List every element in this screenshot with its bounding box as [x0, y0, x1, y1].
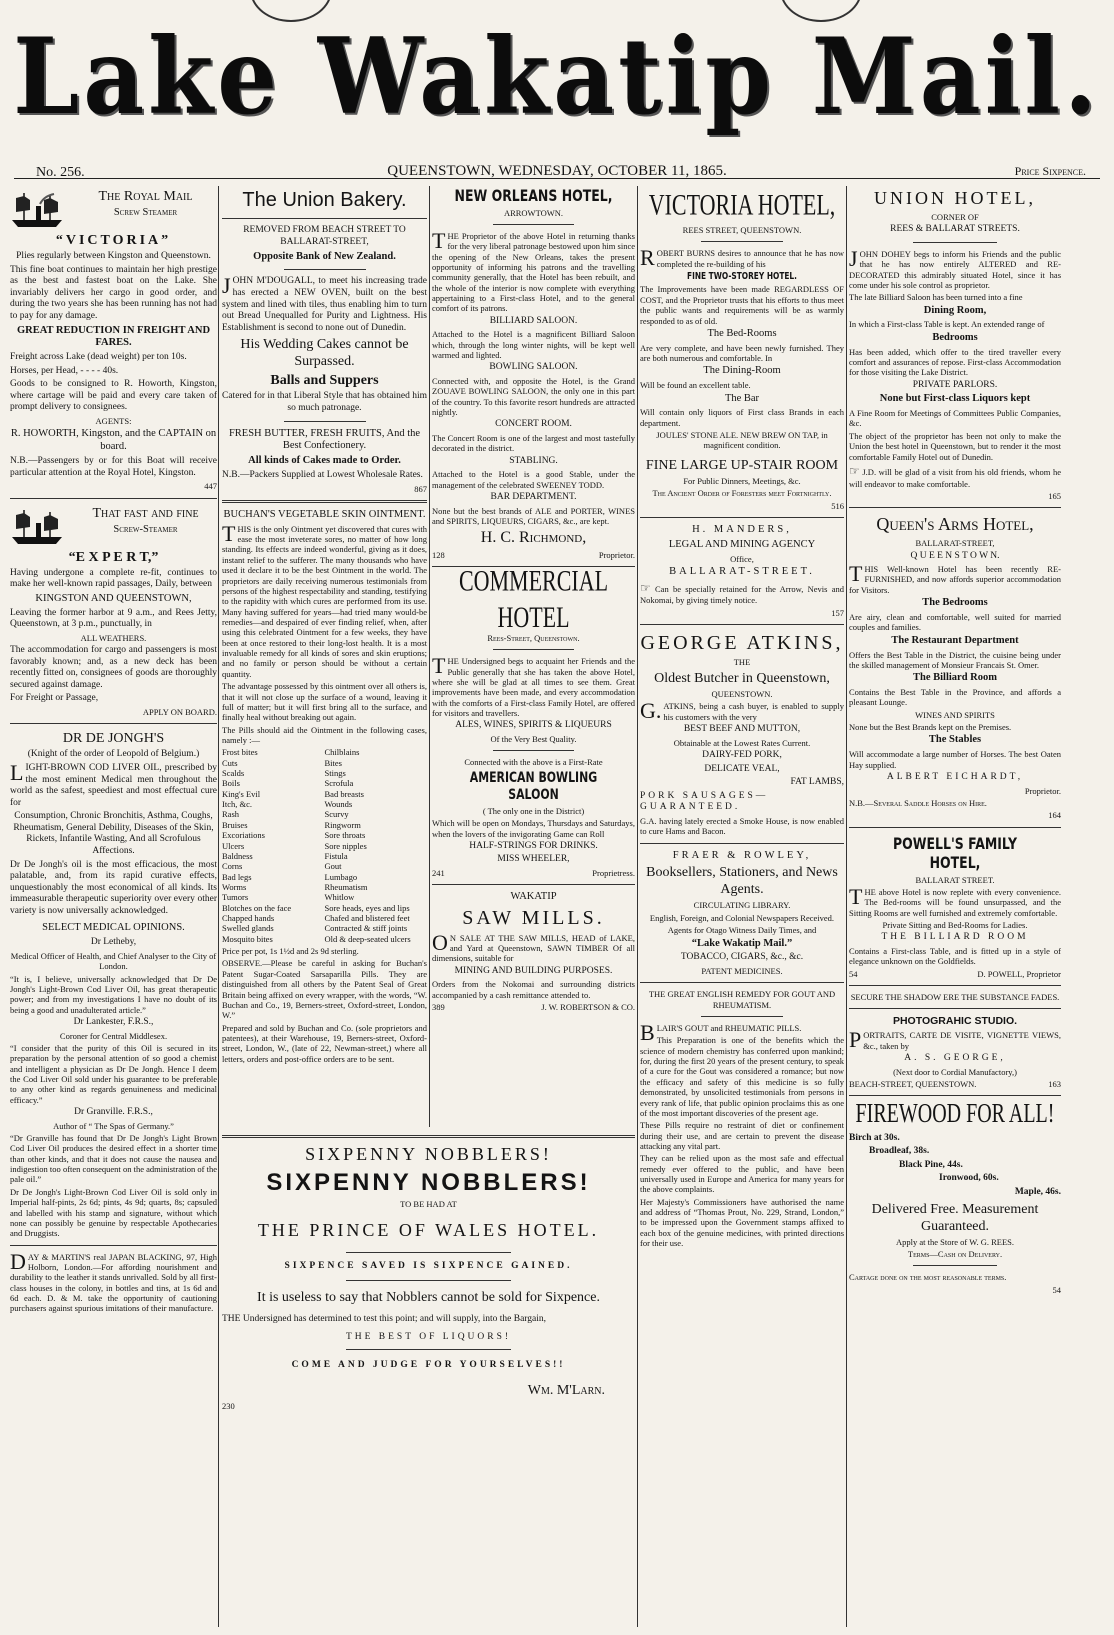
- ailment-item: Rash: [222, 809, 239, 820]
- expert-refit: Having undergone a complete re-fit, continues to make her well-known rapid passages, Daily, between: [10, 567, 217, 590]
- queens-stables-body: Will accommodate a large number of Horses. The best Oaten Hay supplied.: [849, 749, 1061, 770]
- column-3: [432, 186, 635, 1127]
- queens-bedrooms-body: Are airy, clean and comfortable, well suited for married couples and families.: [849, 612, 1061, 633]
- ad-number: 157: [831, 607, 844, 618]
- ad-blairs-pills: [640, 989, 844, 1248]
- ailment-item: Scurvy: [324, 809, 349, 820]
- victoria-hotel-title: VICTORIA HOTEL,: [648, 187, 836, 222]
- ad-number: 163: [1048, 1078, 1061, 1089]
- ad-number: 54: [1052, 1284, 1061, 1295]
- neworleans-stabling: STABLING.: [509, 455, 558, 466]
- column-rule: [846, 186, 847, 1627]
- victoria-hotel-upstair: FINE LARGE UP-STAIR ROOM: [645, 457, 839, 473]
- victoria-hotel-bar: The Bar: [724, 392, 760, 404]
- ailment-item: Bruises: [222, 819, 248, 830]
- commercial-title: COMMERCIAL HOTEL: [458, 563, 609, 634]
- ailment-item: Worms: [222, 881, 247, 892]
- firewood-maple: Maple, 46s.: [1014, 1187, 1061, 1197]
- neworleans-billiard-body: Attached to the Hotel is a magnificent Billiard Saloon which, through the long winter nights, will be kept well warmed and lighted.: [432, 329, 635, 361]
- ailment-item: Whitlow: [324, 892, 355, 903]
- commercial-place: Rees-Street, Queenstown.: [487, 632, 580, 643]
- column-rule: [637, 186, 638, 1627]
- neworleans-place: ARROWTOWN.: [503, 207, 564, 218]
- ad-victoria-hotel: [640, 187, 844, 511]
- bakery-catered: Catered for in that Liberal Style that has obtained him so much patronage.: [222, 391, 427, 414]
- atkins-body: G.ATKINS, being a cash buyer, is enabled to supply his customers with the very: [640, 698, 844, 724]
- queens-sign: ALBERT EICHARDT,: [886, 771, 1024, 782]
- nobblers-best: THE BEST OF LIQUORS!: [345, 1331, 512, 1342]
- buchan-observe: OBSERVE.—Please be careful in asking for Buchan's Patent Sugar-Coated Sarsaparilla Pills. They are distinguished from all others by the Patent Seal of Great Britain being affixed on every wrapper, with the words, “W. Buchan and Co., 19, Berners-street, Oxford-street, London, W.”: [222, 958, 427, 1021]
- queens-restaurant: The Restaurant Department: [891, 634, 1019, 646]
- bakery-cakes: All kinds of Cakes made to Order.: [248, 455, 401, 467]
- pointing-hand-icon: ☞: [640, 580, 651, 595]
- expert-weathers: ALL WEATHERS.: [80, 632, 147, 643]
- dejongh-sold: Dr De Jongh's Light-Brown Cod Liver Oil is sold only in Imperial half-pints, 2s 6d; pints, 4s 9d; quarts, 8s; capsuled and labelled with his stamp and signature, without which none can possibly be genuine by respectable Apothecaries and Druggists.: [10, 1186, 217, 1239]
- ailment-item: Scalds: [222, 768, 245, 779]
- atkins-the: THE: [733, 657, 751, 668]
- ailment-item: Bites: [324, 757, 342, 768]
- ailment-item: Baldness: [222, 850, 253, 861]
- queens-nb: N.B.—Several Saddle Horses on Hire.: [849, 797, 987, 808]
- blair-body: This Preparation is one of the benefits which the science of modern chemistry has conferred upon mankind; for, during the first 20 years of the present century, to speak of a cure for the Gout was considered a romance; but now the efficacy and safety of this medicine is so fully demonstrated, by unsolicited testimonials from persons in every rank of life, that public opinion proclaims this as one of the most important discoveries of the present age.: [640, 1035, 844, 1118]
- ad-fraer-rowley: [640, 850, 844, 977]
- dateline: [14, 158, 1100, 179]
- expert-subheading: Screw-Steamer: [113, 523, 178, 535]
- victoria-nb: N.B.—Passengers by or for this Boat will receive particular attention at the Royal Hotel, Kingston.: [10, 455, 217, 478]
- victoria-hotel-foresters: The Ancient Order of Foresters meet Fortnightly.: [652, 488, 832, 499]
- buchan-ailments-list: [222, 747, 427, 944]
- victoria-route: Plies regularly between Kingston and Queenstown.: [16, 251, 211, 262]
- expert-freight: For Freight or Passage,: [10, 693, 99, 704]
- ailment-item: Blotches on the face: [222, 902, 292, 913]
- atkins-smoke: G.A. having lately erected a Smoke House, is now enabled to cure Hams and Bacon.: [640, 815, 844, 837]
- fraer-library: CIRCULATING LIBRARY.: [693, 900, 791, 911]
- fraer-tobacco: TOBACCO, CIGARS, &c., &c.: [680, 952, 804, 963]
- commercial-only: ( The only one in the District): [482, 805, 585, 816]
- union-hotel-corner: CORNER OF: [931, 211, 979, 222]
- buchan-price: Price per pot, 1s 1½d and 2s 9d sterling.: [222, 946, 359, 957]
- bakery-body: JOHN M'DOUGALL, to meet his increasing trade has erected a NEW OVEN, built on the best system and lined with tiles, thus enabling him to turn out Bread Unequalled for Purity and Lightness. His Establishment is second to none out of Dunedin.: [222, 273, 427, 333]
- neworleans-sign: H. C. Richmond,: [480, 529, 587, 547]
- fraer-patent: PATENT MEDICINES.: [701, 965, 783, 976]
- ailment-item: Frost bites: [222, 747, 258, 758]
- manders-agency: LEGAL AND MINING AGENCY: [668, 538, 816, 550]
- queens-billiard: The Billiard Room: [912, 672, 997, 684]
- ailment-item: Lumbago: [324, 871, 358, 882]
- ad-number: 128: [432, 549, 445, 560]
- buchan-title: BUCHAN'S VEGETABLE SKIN OINTMENT.: [223, 508, 426, 520]
- commercial-american: AMERICAN BOWLING SALOON: [469, 769, 598, 803]
- nobblers-undersigned: THE Undersigned has determined to test this point; and will supply, into the Bargain,: [222, 1314, 547, 1325]
- buchan-pills: The Pills should aid the Ointment in the following cases, namely :—: [222, 724, 427, 745]
- dejongh-letheby-quote: “It is, I believe, universally acknowledged that Dr De Jongh's Light-Brown Cod Liver Oil, has great therapeutic power; and from my investigations I have no doubt of its being a good and unadulterated article.”: [10, 973, 217, 1015]
- victoria-hotel-bedrooms-body: Are very complete, and have been newly furnished. They are both numerous and comfortable. In: [640, 342, 844, 364]
- ailment-item: Sore heads, eyes and lips: [324, 902, 410, 913]
- ad-photographic-studio: [849, 992, 1061, 1089]
- atkins-pork: DAIRY-FED PORK,: [702, 749, 782, 760]
- ad-number: 389: [432, 1001, 445, 1012]
- issue-number: No. 256.: [36, 165, 85, 180]
- dejongh-lead: LIGHT-BROWN COD LIVER OIL, prescribed by the most eminent Medical men throughout the world as the safest, speediest and most effectual cure for: [10, 759, 217, 808]
- union-hotel-bedrooms: Bedrooms: [932, 331, 978, 343]
- queens-wines: WINES AND SPIRITS: [915, 709, 995, 720]
- photo-title: PHOTOGRAHIC STUDIO.: [892, 1015, 1018, 1028]
- place-and-date: QUEENSTOWN, WEDNESDAY, OCTOBER 11, 1865.: [387, 163, 727, 179]
- firewood-delivered: Delivered Free. Measurement Guaranteed.: [871, 1201, 1039, 1234]
- ailment-item: Sore nipples: [324, 840, 367, 851]
- victoria-heading: The Royal Mail: [98, 189, 193, 204]
- victoria-hotel-bedrooms: The Bed-Rooms: [707, 327, 777, 339]
- dejongh-lankester-quote: “I consider that the purity of this Oil is secured in its preparation by the personal attention of so good a chemist and intelligent a physician as Dr De Jongh. Hence I deem the Cod Liver Oil sold under his guarantee to be preferable to any other kind as regards genuineness and medicinal efficacy.”: [10, 1042, 217, 1105]
- victoria-agents: R. HOWORTH, Kingston, and the CAPTAIN on board.: [10, 428, 217, 453]
- price: Price Sixpence.: [1014, 164, 1086, 178]
- powell-body: THE above Hotel is now replete with every convenience. The Bed-rooms will be found unsurpassed, and the Sitting Rooms are well furnished and extremely comfortable.: [849, 884, 1061, 918]
- commercial-role: Proprietress.: [592, 868, 635, 879]
- ailment-item: Gout: [324, 861, 342, 872]
- ailment-item: Chafed and blistered feet: [324, 913, 410, 924]
- commercial-open: Which will be open on Mondays, Thursdays and Saturdays, when the lovers of the invigorating Game can Roll: [432, 818, 635, 839]
- victoria-name: “VICTORIA”: [55, 233, 172, 248]
- ailment-item: Rheumatism: [324, 881, 368, 892]
- neworleans-bar-body: None but the best brands of ALE and PORTER, WINES and SPIRITS, LIQUEURS, CIGARS, &c., are kept.: [432, 505, 635, 526]
- sawmills-body: ON SALE AT THE SAW MILLS, HEAD of LAKE, and Yard at Queenstown, SAWN TIMBER Of all dimensions, suitable for: [432, 929, 635, 964]
- neworleans-title: NEW ORLEANS HOTEL,: [454, 186, 613, 205]
- powell-billiard: THE BILLIARD ROOM: [881, 932, 1029, 943]
- bakery-wedding: His Wedding Cakes cannot be Surpassed.: [240, 337, 409, 370]
- expert-leave: Leaving the former harbor at 9 a.m., and Rees Jetty, Queenstown, at 3 p.m., punctually, in: [10, 607, 217, 630]
- victoria-hotel-bar-body: Will contain only liquors of First class Brands in each department.: [640, 407, 844, 428]
- neworleans-bar: BAR DEPARTMENT.: [490, 492, 577, 503]
- dejongh-granville: Dr Granville. F.R.S.,: [74, 1107, 153, 1118]
- buchan-body-2: The advantage possessed by this ointment over all others is, that it will not close up the surface of a wound, leaving it full of matter; but it will first bring all to the surface, and finally heal without breaking out again.: [222, 681, 427, 723]
- victoria-hotel-place: REES STREET, QUEENSTOWN.: [682, 224, 802, 235]
- victoria-horses: Horses, per Head, - - - - 40s.: [10, 365, 119, 376]
- buchan-prepared: Prepared and sold by Buchan and Co. (sole proprietors and patentees), at their Warehouse, 19, Berners-street, Oxford-street, London, W., (late of 22, Newman-street,) where all letters, orders and post-office orders are to be sent.: [222, 1022, 427, 1064]
- bakery-title: The Union Bakery.: [242, 189, 407, 211]
- fraer-agents: Agents for Otago Witness Daily Times, and: [667, 925, 817, 936]
- dejongh-cures: Consumption, Chronic Bronchitis, Asthma, Coughs, Rheumatism, General Debility, Diseases of the Skin, Rickets, Infantile Wasting, And all Scrofulous Affections.: [13, 811, 214, 856]
- victoria-hotel-improvements: The Improvements have been made REGARDLESS OF COST, and the Proprietor trusts that his efforts to thus meet the public wants and requirements will be as warmly responded to as of old.: [640, 284, 844, 326]
- column-rule: [429, 186, 430, 1127]
- pointing-hand-icon: ☞: [849, 463, 860, 478]
- commercial-quality: Of the Very Best Quality.: [490, 733, 577, 744]
- expert-name: “E X P E R T,”: [68, 549, 159, 565]
- powell-street: BALLARAT STREET.: [915, 874, 995, 885]
- ailment-item: Bad legs: [222, 871, 252, 882]
- ailments-right: [325, 747, 428, 944]
- atkins-name: GEORGE ATKINS,: [640, 632, 844, 655]
- sawmills-title: WAKATIP: [510, 891, 557, 903]
- ailment-item: Chapped hands: [222, 913, 275, 924]
- dejongh-body: Dr De Jongh's oil is the most efficacious, the most palatable, and, from its rapid curative effects, unquestionably the most economical of all kinds. Its immeasurable therapeutic superiority over every other variety is now universally acknowledged.: [10, 859, 217, 916]
- nobblers-sign: Wm. M'Larn.: [527, 1382, 605, 1398]
- photo-street: BEACH-STREET, QUEENSTOWN.: [849, 1078, 977, 1089]
- queens-billiard-body: Contains the Best Table in the Province, and affords a pleasant Lounge.: [849, 687, 1061, 708]
- firewood-ironwood: Ironwood, 60s.: [939, 1173, 999, 1184]
- dejongh-knight: (Knight of the order of Leopold of Belgium.): [27, 749, 200, 760]
- blair-body-4: Her Majesty's Commissioners have authorised the name and address of “Thomas Prout, No. 229, Strand, London,” to be impressed upon the Government stamps affixed to each box of the genuine medicines, with printed directions for their use.: [640, 1196, 844, 1249]
- nobblers-line-2: SIXPENNY NOBBLERS!: [266, 1168, 591, 1196]
- ad-number: 54: [849, 968, 858, 979]
- ailments-left: [222, 747, 325, 944]
- ad-george-atkins: [640, 631, 844, 836]
- ad-number: 164: [1048, 810, 1061, 821]
- ad-number: 447: [204, 481, 217, 492]
- column-4: [640, 186, 844, 1627]
- fraer-mail: “Lake Wakatip Mail.”: [691, 937, 793, 949]
- queens-role: Proprietor.: [1024, 785, 1061, 796]
- nobblers-saved: SIXPENCE SAVED IS SIXPENCE GAINED.: [284, 1260, 573, 1271]
- ailment-item: King's Evil: [222, 788, 261, 799]
- buchan-body: THIS is the only Ointment yet discovered that cures with ease the most inveterate sores, no matter of how long standing. Its effects are indeed wonderful, giving as it does, instant relief to the sufferer. The many thousands who have used it declare it to be the best Ointment in the world. The proprietors are daily receiving numerous testimonials from persons of the highest respectability and standing, testifying to the rapidity with which cures are performed from its use. Many having suffered for years—had tried many would-be remedies—and despaired of ever finding relief, when, after using this celebrated Ointment for a few weeks, they have been at once restored to their long-lost health. It is a most invaluable remedy for all kinds of sores and skin eruptions; and no family or person should be without a certain quantity.: [222, 520, 427, 679]
- victoria-hotel-dining: The Dining-Room: [703, 365, 781, 377]
- neworleans-concert-body: The Concert Room is one of the largest and most tastefully decorated in the district.: [432, 433, 635, 454]
- sawmills-title-2: SAW MILLS.: [462, 907, 605, 930]
- union-hotel-body: JOHN DOHEY begs to inform his Friends and the public that he has now entirely ALTERED and RE-DECORATED this admirably situated Hotel, since it has come under his sole control as proprietor.: [849, 245, 1061, 290]
- dejongh-lankester-title: Coroner for Central Middlesex.: [59, 1030, 168, 1041]
- ailment-item: Wounds: [324, 799, 353, 810]
- victoria-hotel-dining-body: Will be found an excellent table.: [640, 380, 751, 391]
- ad-number: 867: [414, 483, 427, 494]
- ailment-item: Excoriations: [222, 830, 265, 841]
- ad-dejongh-oil: [10, 730, 217, 1238]
- blair-body-2: These Pills require no restraint of diet or confinement during their use, and are certain to prevent the disease attacking any vital part.: [640, 1120, 844, 1151]
- union-hotel-jd: J.D. will be glad of a visit from his old friends, whom he will endeavor to make comfortable.: [849, 466, 1061, 489]
- ailment-item: Old & deep-seated ulcers: [324, 933, 411, 944]
- ailment-item: Stings: [324, 768, 346, 779]
- dejongh-granville-quote: “Dr Granville has found that Dr De Jongh's Light Brown Cod Liver Oil produces the desired effect in a shorter time than other kinds, and that it does not cause the nausea and indigestion too often consequent on the administration of the pale oil.”: [10, 1133, 217, 1185]
- manders-body: Can be specially retained for the Arrow, Nevis and Nokomai, by giving timely notice.: [640, 583, 844, 606]
- commercial-connected: Connected with the above is a First-Rate: [464, 757, 603, 768]
- union-hotel-saloon: The late Billiard Saloon has been turned into a fine: [849, 292, 1023, 303]
- ailment-item: Corns: [222, 861, 243, 872]
- neworleans-concert: CONCERT ROOM.: [495, 419, 572, 430]
- neworleans-bowling: BOWLING SALOON.: [489, 362, 578, 373]
- victoria-hotel-public: For Public Dinners, Meetings, &c.: [683, 475, 801, 486]
- expert-apply: APPLY ON BOARD.: [142, 706, 217, 717]
- column-rule: [218, 186, 219, 1627]
- neworleans-bowling-body: Connected with, and opposite the Hotel, is the Grand ZOUAVE BOWLING SALOON, the only one in this part of the country. To this favorite resort hundreds are attracted nightly.: [432, 375, 635, 418]
- neworleans-stabling-body: Attached to the Hotel is a good Stable, under the management of the celebrated SWEENEY TODD.: [432, 469, 635, 490]
- firewood-title: FIREWOOD FOR ALL!: [855, 1099, 1055, 1130]
- expert-accommodation: The accommodation for cargo and passengers is most favorably known; and, as a new deck has been recently fitted on, consignees of goods are thoroughly secured against damage.: [10, 645, 217, 690]
- union-hotel-object: The object of the proprietor has been not only to make the Union the best hotel in Queenstown, but to render it the most comfortable Family Hotel out of Dunedin.: [849, 430, 1061, 462]
- victoria-goods: Goods to be consigned to R. Howorth, Kingston, where cartage will be paid and every care taken of prompt delivery to consignees.: [10, 379, 217, 413]
- firewood-cartage: Cartage done on the most reasonable terms.: [849, 1272, 1007, 1283]
- expert-heading: That fast and fine: [92, 505, 199, 521]
- ailment-item: Cuts: [222, 757, 238, 768]
- neworleans-body: THE Proprietor of the above Hotel in returning thanks for the very liberal patronage bestowed upon him since the opening of the New Orleans, takes the present opportunity of informing his patrons and the travelling community generally, that the Hotel has been rebuilt, and the whole of the interior is now complete with everything appertaining to a First-class Hotel, and to the general comfort of its patrons.: [432, 227, 635, 314]
- commercial-sign: MISS WHEELER,: [497, 854, 570, 865]
- ad-saw-mills: [432, 891, 635, 1012]
- union-hotel-liquors: None but First-class Liquors kept: [879, 393, 1031, 405]
- bakery-removed: REMOVED FROM BEACH STREET TO BALLARAT-STREET,: [243, 225, 406, 247]
- ad-expert-steamer: [10, 505, 217, 718]
- commercial-body: THE Undersigned begs to acquaint her Friends and the Public generally that she has taken the above Hotel, where she will be glad at all times to see them. Great improvements have been made, and every accommodation with the comforts of a First-class Family Hotel, are offered for visitors and travellers.: [432, 653, 635, 718]
- photo-motto: SECURE THE SHADOW ERE THE SUBSTANCE FADES.: [850, 992, 1060, 1003]
- fraer-name: FRAER & ROWLEY,: [672, 849, 812, 861]
- union-hotel-dining: Dining Room,: [923, 304, 987, 316]
- ailment-item: Boils: [222, 778, 240, 789]
- ailment-item: Swelled glands: [222, 923, 274, 934]
- ailment-item: Mosquito bites: [222, 933, 273, 944]
- atkins-place: QUEENSTOWN.: [711, 688, 773, 699]
- nobblers-come: COME AND JUDGE FOR YOURSELVES!!: [291, 1360, 566, 1371]
- powell-sign: D. POWELL, Proprietor: [977, 968, 1061, 979]
- manders-name: H. MANDERS,: [692, 523, 792, 535]
- blair-title: THE GREAT ENGLISH REMEDY FOR GOUT AND RHEUMATISM.: [648, 989, 836, 1010]
- masthead: [0, 0, 1114, 150]
- victoria-agents-label: AGENTS:: [95, 416, 132, 427]
- sawmills-mining: MINING AND BUILDING PURPOSES.: [454, 965, 613, 976]
- queens-restaurant-body: Offers the Best Table in the District, the cuisine being under the skilled management of Monsieur Francais St. Omer.: [849, 649, 1061, 670]
- manders-office: Office,: [730, 553, 754, 564]
- sawmills-sign: J. W. ROBERTSON & CO.: [541, 1001, 635, 1012]
- ad-new-orleans-hotel: [432, 186, 635, 560]
- ailment-item: Ulcers: [222, 840, 245, 851]
- ailment-item: Bad breasts: [324, 788, 364, 799]
- photo-name: A. S. GEORGE,: [904, 1053, 1006, 1063]
- atkins-oldest: Oldest Butcher in Queenstown,: [654, 670, 830, 686]
- sawmills-orders: Orders from the Nokomai and surrounding districts accompanied by a cash remittance attended to.: [432, 979, 635, 1000]
- powell-private: Private Sitting and Bed-Rooms for Ladies.: [882, 920, 1028, 931]
- ad-manders: [640, 524, 844, 618]
- nobblers-hotel: THE PRINCE OF WALES HOTEL.: [257, 1219, 600, 1240]
- queens-street: BALLARAT-STREET,: [915, 538, 995, 549]
- neworleans-role: Proprietor.: [598, 549, 635, 560]
- column-1: [10, 186, 217, 1627]
- queens-place: Q U E E N S T O W N.: [910, 550, 1000, 561]
- union-hotel-room: A Fine Room for Meetings of Committees Public Companies, &c.: [849, 408, 1061, 429]
- ailment-item: Fistula: [324, 850, 348, 861]
- photo-body: PORTRAITS, CARTE DE VISITE, VIGNETTE VIEWS, &c., taken by: [849, 1027, 1061, 1053]
- steamship-icon: [10, 190, 68, 230]
- commercial-ales: ALES, WINES, SPIRITS & LIQUEURS: [455, 720, 612, 731]
- column-5: [849, 186, 1061, 1627]
- firewood-apply: Apply at the Store of W. G. REES.: [895, 1236, 1015, 1247]
- ad-firewood: [849, 1099, 1061, 1295]
- ad-commercial-hotel: [432, 563, 635, 879]
- steamship-icon: [10, 507, 68, 547]
- victoria-subheading: Screw Steamer: [113, 207, 178, 219]
- ad-number: 241: [432, 868, 445, 879]
- blair-name: BLAIR'S GOUT and RHEUMATIC PILLS.: [640, 1020, 802, 1046]
- victoria-reduction: GREAT REDUCTION IN FREIGHT AND FARES.: [16, 324, 211, 349]
- ad-sixpenny-nobblers: [222, 1135, 635, 1627]
- nobblers-line-1: SIXPENNY NOBBLERS!: [305, 1144, 552, 1164]
- dejongh-lankester: Dr Lankester, F.R.S.,: [73, 1017, 154, 1027]
- bakery-nb: N.B.—Packers Supplied at Lowest Wholesale Rates.: [222, 470, 423, 481]
- bakery-balls: Balls and Suppers: [270, 373, 379, 389]
- queens-wines-body: None but the Best Brands kept on the Premises.: [849, 722, 1012, 733]
- queens-bedrooms: The Bedrooms: [922, 597, 988, 609]
- firewood-terms: Terms—Cash on Delivery.: [907, 1249, 1003, 1260]
- union-hotel-title: UNION HOTEL,: [874, 188, 1036, 208]
- dejongh-opinions: SELECT MEDICAL OPINIONS.: [42, 922, 185, 934]
- union-hotel-parlors: PRIVATE PARLORS.: [912, 379, 998, 390]
- union-hotel-dining-body: In which a First-class Table is kept. An extended range of: [849, 319, 1045, 330]
- ad-union-bakery: [222, 188, 427, 494]
- victoria-freight: Freight across Lake (dead weight) per ton 10s.: [10, 352, 187, 363]
- ad-powells-hotel: [849, 834, 1061, 979]
- queens-body: THIS Well-known Hotel has been recently RE-FURNISHED, and now affords superior accommodation for Visitors.: [849, 561, 1061, 595]
- atkins-lambs: FAT LAMBS,: [790, 777, 844, 788]
- queens-stables: The Stables: [928, 734, 982, 746]
- union-hotel-bedrooms-body: Has been added, which offer to the tired traveller every comfort and assurances of repose. First-class Accommodation for those visiting the Lake District.: [849, 346, 1061, 378]
- victoria-body: This fine boat continues to maintain her high prestige as the best and fastest boat on the Lake. She invariably delivers her cargo in good order, and during the two years she has been running has not had to pay for any damage.: [10, 264, 217, 321]
- firewood-broadleaf: Broadleaf, 38s.: [869, 1146, 930, 1157]
- ailment-item: Sore throats: [324, 830, 366, 841]
- nobblers-useless: It is useless to say that Nobblers cannot be sold for Sixpence.: [257, 1290, 600, 1306]
- expert-route: KINGSTON AND QUEENSTOWN,: [35, 592, 192, 604]
- fraer-trade: Booksellers, Stationers, and News Agents.: [646, 865, 838, 898]
- atkins-beef: BEST BEEF AND MUTTON,: [683, 723, 801, 734]
- manders-street: BALLARAT-STREET.: [669, 565, 815, 577]
- atkins-veal: DELICATE VEAL,: [704, 763, 780, 774]
- ailment-item: Contracted & stiff joints: [324, 923, 408, 934]
- ad-union-hotel: [849, 188, 1061, 501]
- victoria-hotel-fine: FINE TWO-STOREY HOTEL.: [687, 270, 797, 282]
- newspaper-title: Lake Wakatip Mail.: [13, 15, 1101, 139]
- atkins-rates: Obtainable at the Lowest Rates Current.: [673, 737, 811, 748]
- ailment-item: Scrofula: [324, 778, 354, 789]
- dejongh-granville-title: Author of “ The Spas of Germany.”: [53, 1120, 174, 1131]
- ailment-item: Tumors: [222, 892, 249, 903]
- firewood-pine: Black Pine, 44s.: [899, 1159, 963, 1170]
- bakery-fresh: FRESH BUTTER, FRESH FRUITS, And the Best Confectionery.: [228, 427, 421, 452]
- dejongh-letheby: Dr Letheby,: [90, 937, 137, 948]
- ad-buchan-ointment: [222, 509, 427, 1064]
- ailment-item: Itch, &c.: [222, 799, 252, 810]
- neworleans-billiard: BILLIARD SALOON.: [489, 315, 578, 326]
- union-hotel-streets: REES & BALLARAT STREETS.: [890, 224, 1020, 235]
- firewood-birch: Birch at 30s.: [849, 1132, 900, 1143]
- bakery-opposite: Opposite Bank of New Zealand.: [253, 250, 396, 262]
- powell-title: POWELL'S FAMILY HOTEL,: [893, 833, 1017, 873]
- ailment-item: Chilblains: [324, 747, 360, 758]
- atkins-sausages: PORK SAUSAGES—GUARANTEED.: [640, 790, 769, 813]
- dejongh-letheby-title: Medical Officer of Health, and Chief Analyser to the City of London.: [10, 950, 217, 972]
- ad-number: 165: [1048, 490, 1061, 501]
- ailment-item: Ringworm: [324, 819, 361, 830]
- ad-queens-arms: [849, 514, 1061, 820]
- victoria-hotel-body: ROBERT BURNS desires to announce that he has now completed the re-building of his: [640, 245, 844, 271]
- ad-number: 516: [831, 500, 844, 511]
- fraer-papers: English, Foreign, and Colonial Newspapers Received.: [649, 912, 835, 923]
- queens-title: Queen's Arms Hotel,: [876, 514, 1034, 535]
- photo-next: (Next door to Cordial Manufactory,): [893, 1066, 1017, 1077]
- ad-victoria-steamer: [10, 188, 217, 492]
- blair-body-3: They can be relied upon as the most safe and effectual remedy ever offered to the public, and have been universally used in Europe and America for many years for the above complaints.: [640, 1153, 844, 1195]
- victoria-hotel-joules: JOULES' STONE ALE. NEW BREW ON TAP, in magnificent condition.: [656, 430, 828, 451]
- ad-number: 230: [222, 1401, 235, 1411]
- commercial-half: HALF-STRINGS FOR DRINKS.: [469, 840, 598, 851]
- powell-billiard-body: Contains a First-class Table, and is fitted up in a style of elegance unknown on the Goldfields.: [849, 946, 1061, 967]
- nobblers-had: TO BE HAD AT: [400, 1199, 457, 1210]
- dejongh-heading: DR DE JONGH'S: [62, 731, 165, 747]
- ad-day-martin: DAY & MARTIN'S real JAPAN BLACKING, 97, High Holborn, London.—For affording nourishment and durability to the leather it stands unrivalled. Sold by all first-class houses in the colony, in bottles and tins, at 1s 6d and 6d each. D. & M. take the opportunity of cautioning purchasers against spurious imitations of their manufacture.: [10, 1248, 217, 1314]
